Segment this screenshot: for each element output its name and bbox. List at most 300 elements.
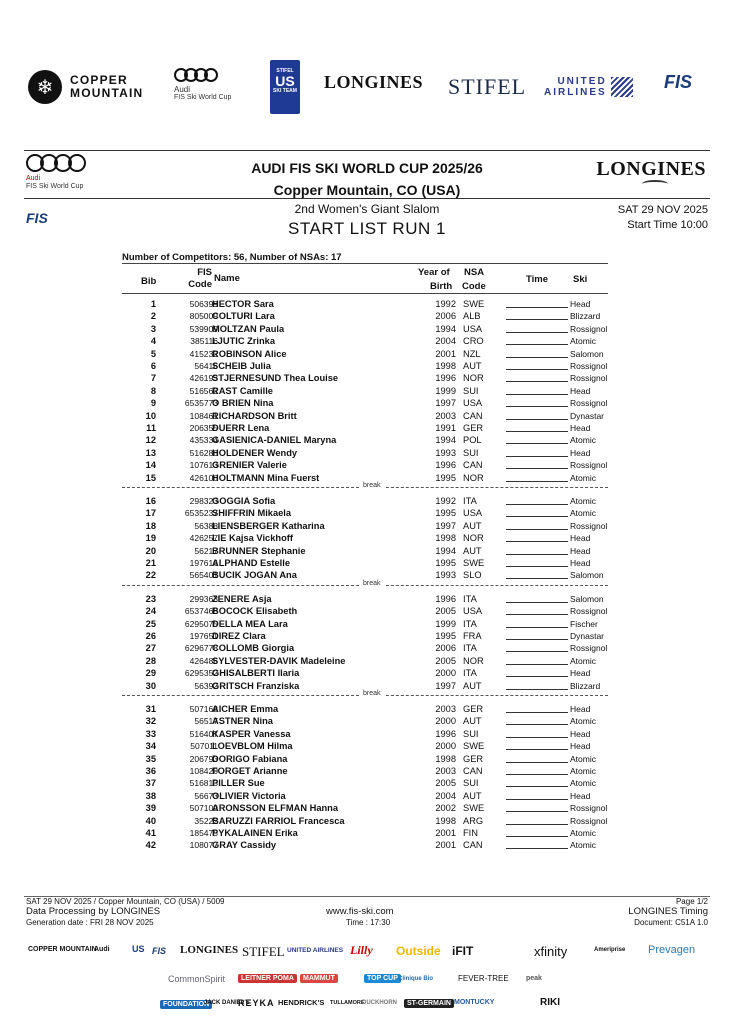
cell-name: ARONSSON ELFMAN Hanna xyxy=(212,803,339,814)
cell-fis: 108461 xyxy=(189,410,218,421)
cell-bib: 18 xyxy=(145,520,156,531)
cell-bib: 7 xyxy=(150,373,156,384)
cell-bib: 5 xyxy=(150,348,156,359)
cell-nsa: SWE xyxy=(463,741,485,752)
table-row xyxy=(122,839,608,851)
cell-fis: 206355 xyxy=(189,423,218,433)
cell-time-blank xyxy=(506,541,568,542)
footer-sponsor-duckhorn: DUCKHORN xyxy=(362,1000,397,1006)
cell-year: 1992 xyxy=(435,299,456,309)
footer-sponsor-outside: Outside xyxy=(396,944,441,958)
cell-name: LJUTIC Zrinka xyxy=(212,336,276,347)
cell-bib: 6 xyxy=(150,361,156,371)
cell-nsa: CRO xyxy=(463,336,484,347)
table-row xyxy=(122,434,608,446)
cell-nsa: GER xyxy=(463,423,484,433)
cell-time-blank xyxy=(506,689,568,690)
cell-year: 1999 xyxy=(435,385,456,396)
longines-logo: LONGINES xyxy=(324,72,424,92)
table-row xyxy=(122,532,608,544)
footer-website[interactable]: www.fis-ski.com xyxy=(326,906,394,917)
cell-nsa: ITA xyxy=(463,618,477,629)
cell-name: MOLTZAN Paula xyxy=(212,323,285,334)
cell-name: PILLER Sue xyxy=(212,778,265,789)
table-row xyxy=(122,372,608,384)
cell-bib: 33 xyxy=(145,728,156,739)
cell-ski: Head xyxy=(570,790,591,801)
cell-year: 1993 xyxy=(435,570,456,581)
cell-name: GHISALBERTI Ilaria xyxy=(212,668,300,679)
table-row xyxy=(122,335,608,347)
cell-bib: 23 xyxy=(145,593,156,604)
cell-time-blank xyxy=(506,406,568,407)
cell-time-blank xyxy=(506,602,568,603)
page-title: AUDI FIS SKI WORLD CUP 2025/26 xyxy=(251,160,483,176)
cell-time-blank xyxy=(506,762,568,763)
cell-bib: 9 xyxy=(150,398,156,409)
cell-bib: 3 xyxy=(150,323,156,334)
cell-nsa: AUT xyxy=(463,790,482,801)
cell-nsa: CAN xyxy=(463,766,483,776)
cell-nsa: CAN xyxy=(463,840,483,851)
col-nsa-line2: Code xyxy=(462,281,486,292)
cell-fis: 516280 xyxy=(189,447,218,458)
footer-sponsor-fis: FIS xyxy=(152,946,167,956)
cell-time-blank xyxy=(506,369,568,370)
table-row xyxy=(122,410,608,422)
cell-fis: 385116 xyxy=(190,336,218,347)
cell-fis: 56217 xyxy=(194,545,218,556)
start-time: Start Time 10:00 xyxy=(627,219,708,231)
cell-ski: Salomon xyxy=(570,348,604,359)
cell-name: DELLA MEA Lara xyxy=(212,618,288,629)
cell-bib: 29 xyxy=(145,668,156,679)
cell-name: BARUZZI FARRIOL Francesca xyxy=(212,815,345,826)
cell-name: LOEVBLOM Hilma xyxy=(212,741,293,752)
cell-time-blank xyxy=(506,614,568,615)
footer-time: Time : 17:30 xyxy=(346,918,391,927)
cell-year: 1994 xyxy=(435,435,456,446)
table-row xyxy=(122,360,608,372)
cell-nsa: SUI xyxy=(463,778,479,789)
cell-fis: 56517 xyxy=(194,716,218,727)
footer-data-processing: Data Processing by LONGINES xyxy=(26,906,161,917)
cell-fis: 6535773 xyxy=(184,398,218,409)
footer-page: Page 1/2 xyxy=(675,897,708,906)
cell-year: 2001 xyxy=(435,840,456,851)
cell-fis: 197651 xyxy=(189,631,218,641)
footer-sponsor-montucky: MONTUCKY xyxy=(454,999,495,1006)
footer-sponsor-jackdaniels: JACK DANIEL'S xyxy=(204,1000,250,1006)
col-year-line1: Year of xyxy=(418,267,450,278)
cell-name: GRENIER Valerie xyxy=(212,460,287,471)
table-row xyxy=(122,790,608,802)
cell-bib: 2 xyxy=(150,311,156,322)
cell-fis: 197616 xyxy=(189,558,218,568)
cell-nsa: POL xyxy=(463,435,482,446)
cell-bib: 10 xyxy=(145,410,156,421)
audi-logo xyxy=(174,68,231,102)
longines-wings-icon xyxy=(642,180,668,188)
cell-bib: 17 xyxy=(145,508,156,519)
table-row xyxy=(122,740,608,752)
cell-name: BUCIK JOGAN Ana xyxy=(212,570,297,581)
cell-ski: Atomic xyxy=(570,336,596,347)
cell-fis: 539909 xyxy=(189,323,218,334)
cell-nsa: NOR xyxy=(463,533,484,544)
table-row xyxy=(122,459,608,471)
table-row xyxy=(122,802,608,814)
cell-year: 2004 xyxy=(435,790,456,801)
cell-bib: 34 xyxy=(145,741,156,752)
cell-ski: Head xyxy=(570,423,591,433)
copper-mountain-text: COPPER MOUNTAIN xyxy=(70,73,144,100)
cell-time-blank xyxy=(506,394,568,395)
table-row xyxy=(122,827,608,839)
cell-nsa: ITA xyxy=(463,593,477,604)
cell-name: STJERNESUND Thea Louise xyxy=(212,373,339,384)
footer-sponsor-commonspirit: CommonSpirit xyxy=(168,974,226,984)
cell-ski: Head xyxy=(570,704,591,714)
cell-fis: 56673 xyxy=(194,790,218,801)
cell-time-blank xyxy=(506,516,568,517)
cell-nsa: USA xyxy=(463,606,483,617)
cell-year: 1991 xyxy=(435,423,456,433)
cell-ski: Atomic xyxy=(570,828,596,838)
col-name: Name xyxy=(214,273,240,284)
footer-sponsor-fevertree: FEVER-TREE xyxy=(458,974,509,983)
united-globe-icon xyxy=(611,77,633,97)
cell-nsa: USA xyxy=(463,398,483,409)
break-separator xyxy=(122,691,608,699)
table-row xyxy=(122,667,608,679)
cell-time-blank xyxy=(506,566,568,567)
cell-bib: 30 xyxy=(145,680,156,691)
cell-name: RICHARDSON Britt xyxy=(212,410,297,421)
cell-year: 2005 xyxy=(435,655,456,666)
cell-name: HOLDENER Wendy xyxy=(212,447,298,458)
cell-ski: Rossignol xyxy=(570,815,608,826)
cell-time-blank xyxy=(506,639,568,640)
table-row xyxy=(122,557,608,569)
footer-sponsor-leitner: LEITNER POMA xyxy=(238,974,297,983)
cell-name: LIENSBERGER Katharina xyxy=(212,520,325,531)
cell-bib: 39 xyxy=(145,803,156,814)
cell-fis: 298323 xyxy=(189,496,218,506)
table-row xyxy=(122,520,608,532)
cell-nsa: SLO xyxy=(463,570,482,581)
table-row xyxy=(122,728,608,740)
cell-year: 1993 xyxy=(435,447,456,458)
cell-nsa: SUI xyxy=(463,728,479,739)
cell-year: 2000 xyxy=(435,668,456,679)
cell-nsa: AUT xyxy=(463,361,482,371)
break-separator xyxy=(122,483,608,491)
cell-year: 2001 xyxy=(435,348,456,359)
cell-nsa: SWE xyxy=(463,558,485,568)
footer-generation-date: Generation date : FRI 28 NOV 2025 xyxy=(26,918,154,927)
top-sponsor-strip xyxy=(24,60,714,118)
header-mid-rule xyxy=(24,198,710,199)
cell-year: 1995 xyxy=(435,558,456,568)
footer-sponsor-topcup: TOP CUP xyxy=(364,974,401,983)
footer-sponsor-audi: Audi xyxy=(94,946,110,953)
table-row xyxy=(122,753,608,765)
cell-year: 2005 xyxy=(435,606,456,617)
cell-year: 2003 xyxy=(435,410,456,421)
cell-bib: 28 xyxy=(145,655,156,666)
cell-ski: Blizzard xyxy=(570,680,601,691)
cell-ski: Atomic xyxy=(570,778,596,789)
united-airlines-text: UNITED AIRLINES xyxy=(544,76,607,98)
cell-time-blank xyxy=(506,578,568,579)
cell-nsa: AUT xyxy=(463,716,482,727)
cell-name: DORIGO Fabiana xyxy=(212,753,288,764)
cell-time-blank xyxy=(506,651,568,652)
cell-fis: 415232 xyxy=(189,348,218,359)
table-row xyxy=(122,777,608,789)
cell-ski: Rossignol xyxy=(570,520,608,531)
cell-fis: 206793 xyxy=(189,753,218,764)
cell-fis: 507168 xyxy=(189,704,218,714)
footer-sponsor-clinique: Clinique Bio xyxy=(398,976,433,982)
cell-bib: 38 xyxy=(145,790,156,801)
cell-time-blank xyxy=(506,737,568,738)
table-row xyxy=(122,642,608,654)
cell-fis: 35222 xyxy=(194,815,218,826)
table-row xyxy=(122,630,608,642)
cell-time-blank xyxy=(506,554,568,555)
competitors-info: Number of Competitors: 56, Number of NSAs: 17 xyxy=(122,252,342,263)
cell-nsa: ALB xyxy=(463,311,481,322)
cell-year: 2006 xyxy=(435,643,456,654)
cell-year: 1995 xyxy=(435,631,456,641)
cell-ski: Atomic xyxy=(570,753,596,764)
audi-sub-text: FIS Ski World Cup xyxy=(174,94,232,101)
usst-text: US xyxy=(275,73,295,89)
table-row xyxy=(122,815,608,827)
cell-ski: Rossignol xyxy=(570,398,608,409)
cell-year: 2000 xyxy=(435,741,456,752)
col-nsa-line1: NSA xyxy=(464,267,485,278)
cell-nsa: SWE xyxy=(463,803,485,814)
cell-time-blank xyxy=(506,357,568,358)
cell-time-blank xyxy=(506,836,568,837)
cell-name: LIE Kajsa Vickhoff xyxy=(212,533,293,544)
stifel-logo: STIFEL xyxy=(448,74,527,99)
footer-sponsor-riki: RIKI xyxy=(540,997,560,1008)
table-row xyxy=(122,765,608,777)
cell-nsa: USA xyxy=(463,508,483,519)
cell-year: 1994 xyxy=(435,545,456,556)
cell-bib: 25 xyxy=(145,618,156,629)
cell-fis: 6295352 xyxy=(184,668,218,679)
cell-nsa: CAN xyxy=(463,410,483,421)
header-fis-logo: FIS xyxy=(26,210,48,226)
cell-nsa: SUI xyxy=(463,447,479,458)
cell-ski: Atomic xyxy=(570,496,596,506)
cell-ski: Atomic xyxy=(570,508,596,519)
cell-fis: 506399 xyxy=(189,299,218,309)
footer-sponsor-stifel: STIFEL xyxy=(242,944,285,959)
col-fis-line1: FIS xyxy=(197,267,212,278)
cell-nsa: GER xyxy=(463,704,484,714)
cell-time-blank xyxy=(506,344,568,345)
cell-time-blank xyxy=(506,786,568,787)
footer-sponsor-lilly: Lilly xyxy=(350,943,373,957)
cell-year: 2001 xyxy=(435,828,456,838)
cell-name: BOCOCK Elisabeth xyxy=(212,606,298,617)
col-ski: Ski xyxy=(573,274,588,285)
cell-year: 2003 xyxy=(435,766,456,776)
cell-name: RAST Camille xyxy=(212,385,273,396)
table-row xyxy=(122,447,608,459)
cell-time-blank xyxy=(506,724,568,725)
cell-nsa: FRA xyxy=(463,631,482,641)
footer-sponsor-reyka: REYKA xyxy=(238,998,275,1008)
cell-time-blank xyxy=(506,676,568,677)
cell-name: GRITSCH Franziska xyxy=(212,680,300,691)
table-row xyxy=(122,593,608,605)
header-top-rule xyxy=(24,150,710,151)
cell-year: 1998 xyxy=(435,753,456,764)
cell-fis: 516562 xyxy=(189,385,218,396)
cell-year: 1997 xyxy=(435,680,456,691)
cell-year: 2005 xyxy=(435,778,456,789)
cell-year: 2004 xyxy=(435,336,456,347)
cell-name: PYKALAINEN Erika xyxy=(212,828,298,838)
cell-name: OLIVIER Victoria xyxy=(212,790,286,801)
cell-time-blank xyxy=(506,319,568,320)
table-row xyxy=(122,655,608,667)
cell-time-blank xyxy=(506,431,568,432)
list-title: START LIST RUN 1 xyxy=(288,219,446,238)
cell-ski: Head xyxy=(570,299,591,309)
cell-fis: 426257 xyxy=(189,533,218,544)
footer-sponsor-ameriprise: Ameriprise xyxy=(594,947,626,953)
cell-fis: 108420 xyxy=(189,766,218,776)
cell-year: 1999 xyxy=(435,618,456,629)
cell-bib: 42 xyxy=(145,840,156,851)
cell-bib: 26 xyxy=(145,631,156,641)
cell-year: 1996 xyxy=(435,728,456,739)
cell-ski: Head xyxy=(570,668,591,679)
cell-ski: Head xyxy=(570,558,591,568)
cell-ski: Atomic xyxy=(570,716,596,727)
footer-document: Document: C51A 1.0 xyxy=(634,918,708,927)
cell-year: 1992 xyxy=(435,496,456,506)
cell-time-blank xyxy=(506,332,568,333)
footer-sponsor-united: UNITED AIRLINES xyxy=(287,947,344,954)
cell-bib: 13 xyxy=(145,447,156,458)
cell-year: 1997 xyxy=(435,520,456,531)
cell-ski: Atomic xyxy=(570,655,596,666)
cell-ski: Head xyxy=(570,741,591,752)
cell-name: COLLOMB Giorgia xyxy=(212,643,295,654)
cell-nsa: AUT xyxy=(463,545,482,556)
cell-nsa: NZL xyxy=(463,348,481,359)
cell-nsa: AUT xyxy=(463,680,482,691)
cell-time-blank xyxy=(506,307,568,308)
footer-sponsor-peak: peak xyxy=(526,975,542,982)
cell-ski: Head xyxy=(570,533,591,544)
footer-sponsor-xfinity: xfinity xyxy=(534,944,568,959)
cell-ski: Rossignol xyxy=(570,460,608,471)
cell-nsa: FIN xyxy=(463,828,478,838)
cell-ski: Atomic xyxy=(570,435,596,446)
cell-time-blank xyxy=(506,627,568,628)
header-audi-sub: FIS Ski World Cup xyxy=(26,183,84,190)
audi-rings-icon xyxy=(174,68,214,82)
cell-fis: 565401 xyxy=(189,570,218,581)
copper-mountain-logo xyxy=(28,70,143,104)
cell-bib: 41 xyxy=(145,828,156,838)
cell-nsa: ARG xyxy=(463,815,484,826)
cell-time-blank xyxy=(506,456,568,457)
cell-nsa: USA xyxy=(463,323,483,334)
cell-time-blank xyxy=(506,664,568,665)
cell-name: HOLTMANN Mina Fuerst xyxy=(212,472,320,483)
cell-year: 2003 xyxy=(435,704,456,714)
cell-name: ZENERE Asja xyxy=(212,593,272,604)
footer-sponsor-mammut: MAMMUT xyxy=(300,974,338,983)
cell-year: 1997 xyxy=(435,398,456,409)
cell-time-blank xyxy=(506,824,568,825)
cell-fis: 426100 xyxy=(189,472,218,483)
cell-bib: 14 xyxy=(145,460,156,471)
cell-year: 1998 xyxy=(435,533,456,544)
cell-bib: 31 xyxy=(145,704,156,714)
cell-fis: 426193 xyxy=(189,373,218,384)
cell-bib: 16 xyxy=(145,496,156,506)
footer-timing: LONGINES Timing xyxy=(628,906,708,917)
col-time: Time xyxy=(526,274,549,285)
cell-fis: 516407 xyxy=(189,728,218,739)
cell-nsa: ITA xyxy=(463,668,477,679)
table-row xyxy=(122,715,608,727)
table-row xyxy=(122,545,608,557)
cell-time-blank xyxy=(506,712,568,713)
cell-name: COLTURI Lara xyxy=(212,311,275,322)
footer-sponsor-prevagen: Prevagen xyxy=(648,944,696,956)
cell-name: ASTNER Nina xyxy=(212,716,273,727)
footer-sponsor-usst: US xyxy=(132,944,145,954)
footer-sponsor-longines: LONGINES xyxy=(180,944,239,956)
cell-time-blank xyxy=(506,481,568,482)
cell-ski: Fischer xyxy=(570,618,598,629)
cell-ski: Salomon xyxy=(570,593,604,604)
cell-name: FORGET Arianne xyxy=(212,766,288,776)
cell-ski: Atomic xyxy=(570,472,596,483)
break-label: break xyxy=(360,690,384,697)
cell-bib: 8 xyxy=(150,385,156,396)
cell-bib: 11 xyxy=(146,423,156,433)
cell-bib: 32 xyxy=(145,716,156,727)
cell-name: DIREZ Clara xyxy=(212,631,266,641)
cell-bib: 40 xyxy=(145,815,156,826)
cell-fis: 6295075 xyxy=(184,618,218,629)
footer-sponsor-ifit: iFIT xyxy=(452,944,474,958)
snowflake-icon: ❄ xyxy=(28,70,62,104)
cell-fis: 56388 xyxy=(194,520,218,531)
cell-fis: 426486 xyxy=(189,655,218,666)
cell-time-blank xyxy=(506,504,568,505)
cell-year: 2000 xyxy=(435,716,456,727)
cell-year: 2006 xyxy=(435,311,456,322)
united-airlines-logo xyxy=(544,76,633,98)
cell-year: 1996 xyxy=(435,373,456,384)
event-location: Copper Mountain, CO (USA) xyxy=(273,182,461,198)
